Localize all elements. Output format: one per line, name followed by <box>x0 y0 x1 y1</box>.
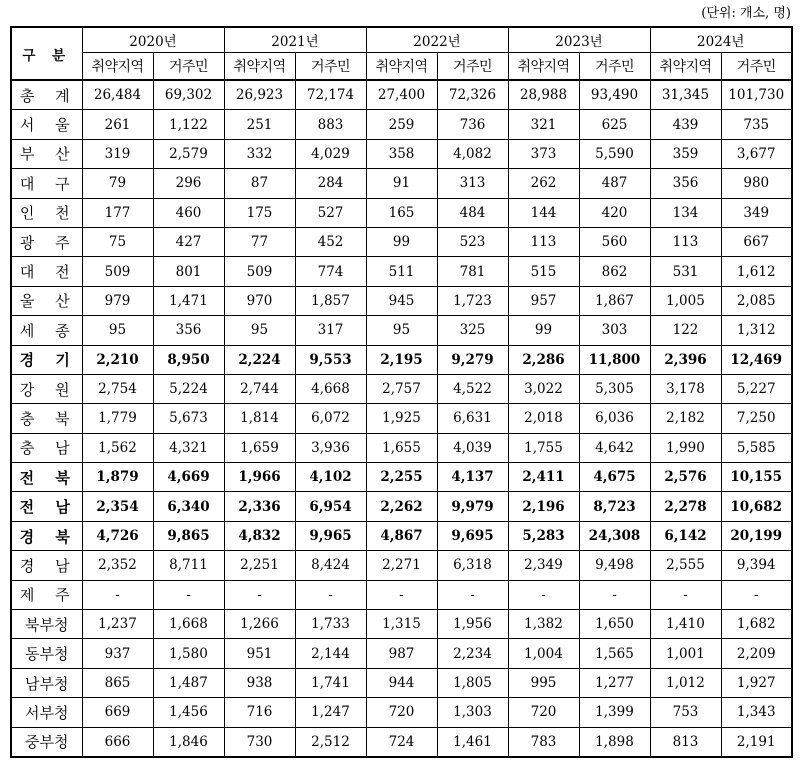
cell-resident-count: 284 <box>295 169 366 198</box>
cell-area-count: 509 <box>224 257 295 286</box>
cell-area-count: 5,283 <box>508 521 579 550</box>
cell-area-count: 979 <box>82 286 153 315</box>
cell-resident-count: 774 <box>295 257 366 286</box>
row-label: 대 구 <box>11 169 82 198</box>
cell-area-count: - <box>366 580 437 609</box>
cell-resident-count: 1,456 <box>153 698 224 727</box>
cell-area-count: 1,315 <box>366 610 437 639</box>
cell-area-count: 1,410 <box>650 610 721 639</box>
cell-resident-count: 72,326 <box>437 80 508 110</box>
cell-resident-count: - <box>579 580 650 609</box>
cell-area-count: 251 <box>224 110 295 139</box>
cell-area-count: 4,867 <box>366 521 437 550</box>
cell-area-count: - <box>650 580 721 609</box>
cell-area-count: 2,271 <box>366 551 437 580</box>
cell-resident-count: 4,039 <box>437 433 508 462</box>
cell-resident-count: 1,312 <box>721 316 792 345</box>
cell-area-count: 730 <box>224 727 295 757</box>
cell-area-count: 1,655 <box>366 433 437 462</box>
cell-resident-count: 1,303 <box>437 698 508 727</box>
cell-area-count: 2,262 <box>366 492 437 521</box>
cell-resident-count: 7,250 <box>721 404 792 433</box>
row-label: 경 기 <box>11 345 82 374</box>
cell-area-count: - <box>224 580 295 609</box>
cell-resident-count: 781 <box>437 257 508 286</box>
cell-resident-count: 8,723 <box>579 492 650 521</box>
table-row <box>11 316 792 345</box>
cell-resident-count: 4,668 <box>295 374 366 403</box>
cell-area-count: 1,779 <box>82 404 153 433</box>
cell-area-count: - <box>82 580 153 609</box>
table-row <box>11 698 792 727</box>
cell-area-count: 26,923 <box>224 80 295 110</box>
cell-resident-count: 1,741 <box>295 668 366 697</box>
row-label: 경 남 <box>11 551 82 580</box>
table-row <box>11 80 792 110</box>
cell-resident-count: - <box>295 580 366 609</box>
cell-area-count: 1,925 <box>366 404 437 433</box>
cell-resident-count: 1,846 <box>153 727 224 757</box>
table-row <box>11 227 792 256</box>
cell-area-count: 1,237 <box>82 610 153 639</box>
sub-header-residents: 거주민 <box>153 53 224 81</box>
cell-area-count: 995 <box>508 668 579 697</box>
cell-area-count: 2,196 <box>508 492 579 521</box>
cell-area-count: 373 <box>508 139 579 168</box>
cell-area-count: 2,018 <box>508 404 579 433</box>
cell-resident-count: 862 <box>579 257 650 286</box>
cell-area-count: 113 <box>650 227 721 256</box>
year-header: 2021년 <box>224 27 366 53</box>
cell-area-count: 356 <box>650 169 721 198</box>
cell-area-count: 1,562 <box>82 433 153 462</box>
cell-area-count: 2,757 <box>366 374 437 403</box>
cell-area-count: 2,278 <box>650 492 721 521</box>
cell-resident-count: 8,950 <box>153 345 224 374</box>
cell-resident-count: 1,580 <box>153 639 224 668</box>
cell-area-count: 259 <box>366 110 437 139</box>
cell-area-count: 319 <box>82 139 153 168</box>
sub-header-residents: 거주민 <box>295 53 366 81</box>
cell-resident-count: 625 <box>579 110 650 139</box>
cell-resident-count: 4,102 <box>295 463 366 492</box>
cell-resident-count: 69,302 <box>153 80 224 110</box>
cell-area-count: 1,382 <box>508 610 579 639</box>
row-label: 총 계 <box>11 80 82 110</box>
cell-area-count: 865 <box>82 668 153 697</box>
cell-resident-count: 1,399 <box>579 698 650 727</box>
cell-resident-count: 5,673 <box>153 404 224 433</box>
cell-resident-count: 2,512 <box>295 727 366 757</box>
cell-area-count: 1,005 <box>650 286 721 315</box>
cell-area-count: 165 <box>366 198 437 227</box>
cell-area-count: 1,755 <box>508 433 579 462</box>
cell-resident-count: 9,865 <box>153 521 224 550</box>
table-row <box>11 110 792 139</box>
table-row <box>11 551 792 580</box>
cell-resident-count: 1,898 <box>579 727 650 757</box>
row-label: 울 산 <box>11 286 82 315</box>
cell-area-count: 1,266 <box>224 610 295 639</box>
row-label: 남부청 <box>11 668 82 697</box>
row-label: 광 주 <box>11 227 82 256</box>
cell-area-count: 358 <box>366 139 437 168</box>
header-row-years <box>11 27 792 53</box>
row-label-header: 구 분 <box>11 27 82 80</box>
table-row <box>11 727 792 757</box>
row-label: 인 천 <box>11 198 82 227</box>
cell-resident-count: 11,800 <box>579 345 650 374</box>
cell-resident-count: 9,695 <box>437 521 508 550</box>
cell-resident-count: 5,590 <box>579 139 650 168</box>
cell-resident-count: 427 <box>153 227 224 256</box>
cell-resident-count: 1,471 <box>153 286 224 315</box>
table-row <box>11 169 792 198</box>
cell-resident-count: 3,677 <box>721 139 792 168</box>
year-header: 2024년 <box>650 27 792 53</box>
cell-area-count: 27,400 <box>366 80 437 110</box>
table-row <box>11 139 792 168</box>
cell-area-count: 2,354 <box>82 492 153 521</box>
cell-resident-count: 8,424 <box>295 551 366 580</box>
year-header: 2023년 <box>508 27 650 53</box>
cell-area-count: 720 <box>508 698 579 727</box>
cell-area-count: 509 <box>82 257 153 286</box>
cell-resident-count: 6,318 <box>437 551 508 580</box>
cell-area-count: 77 <box>224 227 295 256</box>
cell-area-count: 2,224 <box>224 345 295 374</box>
cell-resident-count: 9,979 <box>437 492 508 521</box>
table-row <box>11 668 792 697</box>
cell-resident-count: 523 <box>437 227 508 256</box>
cell-resident-count: 4,029 <box>295 139 366 168</box>
cell-area-count: - <box>508 580 579 609</box>
cell-area-count: 144 <box>508 198 579 227</box>
cell-area-count: 28,988 <box>508 80 579 110</box>
cell-area-count: 1,004 <box>508 639 579 668</box>
cell-area-count: 2,744 <box>224 374 295 403</box>
row-label: 전 남 <box>11 492 82 521</box>
cell-area-count: 99 <box>508 316 579 345</box>
cell-area-count: 177 <box>82 198 153 227</box>
cell-resident-count: 2,085 <box>721 286 792 315</box>
cell-resident-count: 735 <box>721 110 792 139</box>
cell-area-count: 1,966 <box>224 463 295 492</box>
cell-area-count: 515 <box>508 257 579 286</box>
cell-area-count: 666 <box>82 727 153 757</box>
cell-area-count: 2,349 <box>508 551 579 580</box>
cell-area-count: 2,754 <box>82 374 153 403</box>
row-label: 동부청 <box>11 639 82 668</box>
cell-resident-count: 487 <box>579 169 650 198</box>
row-label: 경 북 <box>11 521 82 550</box>
cell-resident-count: 1,857 <box>295 286 366 315</box>
cell-resident-count: 20,199 <box>721 521 792 550</box>
row-label: 제 주 <box>11 580 82 609</box>
cell-area-count: 113 <box>508 227 579 256</box>
cell-resident-count: 527 <box>295 198 366 227</box>
cell-resident-count: 560 <box>579 227 650 256</box>
cell-resident-count: - <box>437 580 508 609</box>
cell-area-count: 439 <box>650 110 721 139</box>
cell-area-count: 2,555 <box>650 551 721 580</box>
cell-area-count: 75 <box>82 227 153 256</box>
cell-area-count: 3,178 <box>650 374 721 403</box>
cell-resident-count: 736 <box>437 110 508 139</box>
cell-area-count: 945 <box>366 286 437 315</box>
cell-resident-count: 9,965 <box>295 521 366 550</box>
cell-resident-count: 4,642 <box>579 433 650 462</box>
cell-resident-count: 6,954 <box>295 492 366 521</box>
cell-area-count: 262 <box>508 169 579 198</box>
cell-resident-count: 349 <box>721 198 792 227</box>
table-row <box>11 610 792 639</box>
cell-resident-count: 10,155 <box>721 463 792 492</box>
cell-resident-count: 1,805 <box>437 668 508 697</box>
row-label: 서부청 <box>11 698 82 727</box>
cell-area-count: 4,726 <box>82 521 153 550</box>
cell-resident-count: 4,522 <box>437 374 508 403</box>
cell-area-count: 720 <box>366 698 437 727</box>
unit-note: (단위: 개소, 명) <box>701 6 791 21</box>
cell-resident-count: 883 <box>295 110 366 139</box>
row-label: 대 전 <box>11 257 82 286</box>
cell-resident-count: 2,209 <box>721 639 792 668</box>
cell-resident-count: 1,247 <box>295 698 366 727</box>
cell-resident-count: 1,277 <box>579 668 650 697</box>
row-label: 세 종 <box>11 316 82 345</box>
cell-area-count: 783 <box>508 727 579 757</box>
cell-resident-count: 1,461 <box>437 727 508 757</box>
cell-area-count: 26,484 <box>82 80 153 110</box>
cell-resident-count: - <box>721 580 792 609</box>
cell-resident-count: 3,936 <box>295 433 366 462</box>
cell-area-count: 511 <box>366 257 437 286</box>
cell-area-count: 724 <box>366 727 437 757</box>
cell-area-count: 716 <box>224 698 295 727</box>
cell-resident-count: 460 <box>153 198 224 227</box>
table-row <box>11 463 792 492</box>
statistics-table <box>10 26 793 758</box>
cell-resident-count: 4,669 <box>153 463 224 492</box>
year-header: 2022년 <box>366 27 508 53</box>
cell-resident-count: 4,675 <box>579 463 650 492</box>
cell-resident-count: 2,144 <box>295 639 366 668</box>
cell-resident-count: 9,279 <box>437 345 508 374</box>
cell-resident-count: - <box>153 580 224 609</box>
cell-resident-count: 12,469 <box>721 345 792 374</box>
cell-resident-count: 1,956 <box>437 610 508 639</box>
table-row <box>11 492 792 521</box>
cell-resident-count: 101,730 <box>721 80 792 110</box>
cell-area-count: 813 <box>650 727 721 757</box>
cell-resident-count: 5,585 <box>721 433 792 462</box>
table-row <box>11 345 792 374</box>
cell-area-count: 95 <box>366 316 437 345</box>
cell-area-count: 1,659 <box>224 433 295 462</box>
table-row <box>11 404 792 433</box>
row-label: 충 남 <box>11 433 82 462</box>
cell-area-count: 332 <box>224 139 295 168</box>
cell-resident-count: 980 <box>721 169 792 198</box>
cell-resident-count: 72,174 <box>295 80 366 110</box>
sub-header-area: 취약지역 <box>366 53 437 81</box>
cell-area-count: 2,255 <box>366 463 437 492</box>
table-row <box>11 286 792 315</box>
cell-area-count: 1,012 <box>650 668 721 697</box>
cell-area-count: 2,336 <box>224 492 295 521</box>
sub-header-area: 취약지역 <box>224 53 295 81</box>
year-header: 2020년 <box>82 27 224 53</box>
cell-area-count: 91 <box>366 169 437 198</box>
cell-area-count: 4,832 <box>224 521 295 550</box>
cell-area-count: 951 <box>224 639 295 668</box>
table-row <box>11 198 792 227</box>
cell-area-count: 122 <box>650 316 721 345</box>
cell-resident-count: 4,321 <box>153 433 224 462</box>
cell-area-count: 2,576 <box>650 463 721 492</box>
cell-area-count: 79 <box>82 169 153 198</box>
cell-resident-count: 317 <box>295 316 366 345</box>
row-label: 충 북 <box>11 404 82 433</box>
header-row-subcolumns <box>11 53 792 81</box>
cell-area-count: 321 <box>508 110 579 139</box>
cell-resident-count: 1,668 <box>153 610 224 639</box>
cell-resident-count: 2,191 <box>721 727 792 757</box>
table-row <box>11 257 792 286</box>
table-body <box>11 80 792 757</box>
cell-resident-count: 4,137 <box>437 463 508 492</box>
cell-resident-count: 1,565 <box>579 639 650 668</box>
cell-resident-count: 1,733 <box>295 610 366 639</box>
cell-resident-count: 1,650 <box>579 610 650 639</box>
cell-resident-count: 484 <box>437 198 508 227</box>
cell-resident-count: 4,082 <box>437 139 508 168</box>
cell-area-count: 2,286 <box>508 345 579 374</box>
cell-area-count: 2,195 <box>366 345 437 374</box>
sub-header-residents: 거주민 <box>437 53 508 81</box>
cell-resident-count: 1,723 <box>437 286 508 315</box>
cell-resident-count: 5,227 <box>721 374 792 403</box>
cell-resident-count: 801 <box>153 257 224 286</box>
cell-area-count: 944 <box>366 668 437 697</box>
sub-header-residents: 거주민 <box>579 53 650 81</box>
sub-header-residents: 거주민 <box>721 53 792 81</box>
cell-resident-count: 6,340 <box>153 492 224 521</box>
cell-resident-count: 8,711 <box>153 551 224 580</box>
cell-resident-count: 1,487 <box>153 668 224 697</box>
row-label: 전 북 <box>11 463 82 492</box>
row-label: 북부청 <box>11 610 82 639</box>
cell-resident-count: 313 <box>437 169 508 198</box>
cell-area-count: 1,879 <box>82 463 153 492</box>
cell-area-count: 669 <box>82 698 153 727</box>
cell-resident-count: 667 <box>721 227 792 256</box>
row-label: 부 산 <box>11 139 82 168</box>
cell-area-count: 95 <box>82 316 153 345</box>
cell-resident-count: 1,122 <box>153 110 224 139</box>
cell-resident-count: 1,927 <box>721 668 792 697</box>
table-row <box>11 433 792 462</box>
cell-area-count: 31,345 <box>650 80 721 110</box>
cell-resident-count: 9,553 <box>295 345 366 374</box>
cell-resident-count: 1,682 <box>721 610 792 639</box>
row-label: 중부청 <box>11 727 82 757</box>
cell-resident-count: 2,234 <box>437 639 508 668</box>
cell-area-count: 2,210 <box>82 345 153 374</box>
cell-resident-count: 420 <box>579 198 650 227</box>
cell-resident-count: 296 <box>153 169 224 198</box>
cell-area-count: 261 <box>82 110 153 139</box>
cell-resident-count: 6,072 <box>295 404 366 433</box>
cell-area-count: 2,352 <box>82 551 153 580</box>
cell-area-count: 531 <box>650 257 721 286</box>
cell-area-count: 175 <box>224 198 295 227</box>
cell-resident-count: 452 <box>295 227 366 256</box>
cell-resident-count: 9,394 <box>721 551 792 580</box>
row-label: 강 원 <box>11 374 82 403</box>
cell-area-count: 937 <box>82 639 153 668</box>
cell-area-count: 938 <box>224 668 295 697</box>
table-row <box>11 374 792 403</box>
cell-area-count: 134 <box>650 198 721 227</box>
sub-header-area: 취약지역 <box>82 53 153 81</box>
cell-resident-count: 24,308 <box>579 521 650 550</box>
cell-area-count: 95 <box>224 316 295 345</box>
cell-resident-count: 303 <box>579 316 650 345</box>
cell-resident-count: 6,631 <box>437 404 508 433</box>
sub-header-area: 취약지역 <box>650 53 721 81</box>
cell-resident-count: 1,343 <box>721 698 792 727</box>
cell-resident-count: 325 <box>437 316 508 345</box>
cell-resident-count: 93,490 <box>579 80 650 110</box>
sub-header-area: 취약지역 <box>508 53 579 81</box>
cell-resident-count: 2,579 <box>153 139 224 168</box>
table-row <box>11 639 792 668</box>
table-row <box>11 521 792 550</box>
corner-mark <box>0 0 8 14</box>
cell-area-count: 359 <box>650 139 721 168</box>
cell-area-count: 1,001 <box>650 639 721 668</box>
cell-resident-count: 1,612 <box>721 257 792 286</box>
cell-resident-count: 9,498 <box>579 551 650 580</box>
cell-area-count: 3,022 <box>508 374 579 403</box>
cell-area-count: 987 <box>366 639 437 668</box>
cell-area-count: 1,990 <box>650 433 721 462</box>
cell-resident-count: 6,036 <box>579 404 650 433</box>
cell-resident-count: 5,305 <box>579 374 650 403</box>
table-row <box>11 580 792 609</box>
cell-area-count: 2,411 <box>508 463 579 492</box>
cell-area-count: 6,142 <box>650 521 721 550</box>
cell-area-count: 970 <box>224 286 295 315</box>
cell-area-count: 957 <box>508 286 579 315</box>
cell-resident-count: 5,224 <box>153 374 224 403</box>
cell-resident-count: 10,682 <box>721 492 792 521</box>
cell-area-count: 2,251 <box>224 551 295 580</box>
cell-area-count: 1,814 <box>224 404 295 433</box>
cell-area-count: 99 <box>366 227 437 256</box>
cell-area-count: 2,396 <box>650 345 721 374</box>
cell-resident-count: 356 <box>153 316 224 345</box>
cell-area-count: 2,182 <box>650 404 721 433</box>
cell-area-count: 753 <box>650 698 721 727</box>
row-label: 서 울 <box>11 110 82 139</box>
cell-resident-count: 1,867 <box>579 286 650 315</box>
cell-area-count: 87 <box>224 169 295 198</box>
